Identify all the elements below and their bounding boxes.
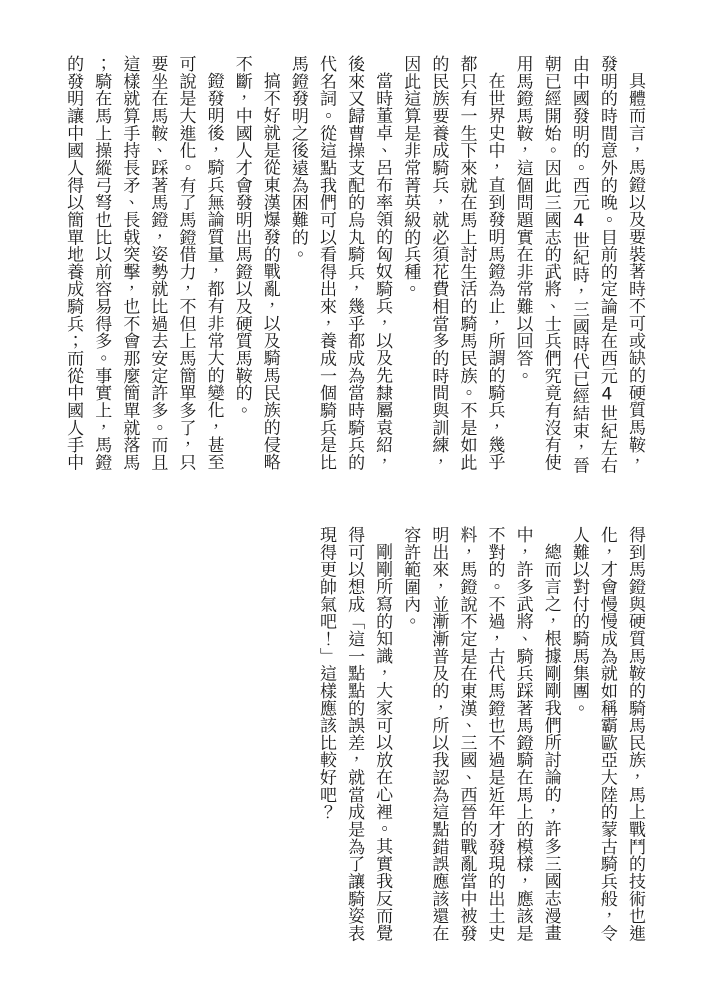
- text-column: 這樣就算手持長矛、長戟突擊，也不會那麼簡單就落馬: [119, 55, 140, 471]
- text-column: 由中國發明的。西元4世紀時，三國時代已經結束，晉: [568, 55, 589, 474]
- paragraph-start-column: 總而言之，根據剛剛我們所討論的，許多三國志漫畫: [540, 543, 561, 942]
- text-column: 發明的時間意外的晚。目前的定論是在西元4世紀左右: [596, 55, 617, 474]
- paragraph-end-column: 容許範圍內。: [400, 526, 421, 630]
- paragraph-start-column: 剛剛所寫的知識，大家可以放在心裡。其實我反而覺: [372, 543, 393, 942]
- paragraph-start-column: 當時董卓、呂布率領的匈奴騎兵，以及先隸屬袁紹，: [372, 72, 393, 471]
- text-column: 得到馬鐙與硬質馬鞍的騎馬民族，馬上戰鬥的技術也進: [625, 526, 645, 942]
- paragraph-end-column: 馬鐙發明之後遠為困難的。: [287, 55, 308, 263]
- text-column: 可說是大進化。有了馬鐙借力，不但上馬簡單多了，只: [175, 55, 196, 471]
- text-column: 都只有一生下來就在馬上討生活的騎馬民族。不是如此: [456, 55, 477, 471]
- text-column: ；騎在馬上操縱弓弩也比以前容易得多。事實上，馬鐙: [91, 55, 112, 471]
- paragraph-end-column: 因此這算是非常菁英級的兵種。: [400, 55, 421, 298]
- text-column: 代名詞。從這點我們可以看得出來，養成一個騎兵是比: [315, 55, 336, 471]
- text-column: 的民族要養成騎兵，就必須花費相當多的時間與訓練，: [428, 55, 449, 471]
- text-column: 不對的。不過，古代馬鐙也不過是近年才發現的出土史: [484, 526, 505, 942]
- paragraph-start-column: 具體而言，馬鐙以及要裝著時不可或缺的硬質馬鞍，: [625, 72, 645, 471]
- text-column: 化，才會慢慢成為就如稱霸歐亞大陸的蒙古騎兵般，令: [596, 526, 617, 942]
- paragraph-end-column: 現得更帥氣吧！」這樣應該比較好吧？: [315, 526, 336, 821]
- text-column: 明出來，並漸漸普及的，所以我認為這點錯誤應該還在: [428, 526, 449, 942]
- paragraph-end-column: 用馬鐙馬鞍，這個問題實在非常難以回答。: [512, 55, 533, 385]
- text-column: 要坐在馬鞍、踩著馬鐙，姿勢就比過去安定許多。而且: [147, 55, 168, 471]
- text-column: 得可以想成「這一點點的誤差，就當成是為了讓騎姿表: [344, 526, 365, 942]
- text-column: 料，馬鐙說不定是在東漢、三國、西晉的戰亂當中被發: [456, 526, 477, 942]
- text-column: 的發明讓中國人得以簡單地養成騎兵；而從中國人手中: [63, 55, 84, 471]
- text-column: 朝已經開始。因此三國志的武將、士兵們究竟有沒有使: [540, 55, 561, 471]
- text-column: 後來又歸曹操支配的烏丸騎兵，幾乎都成為當時騎兵的: [344, 55, 365, 471]
- paragraph-start-column: 在世界史中，直到發明馬鐙為止，所謂的騎兵，幾乎: [484, 72, 505, 471]
- upper-text-block: [59, 55, 649, 474]
- paragraph-end-column: 不斷，中國人才會發明出馬鐙以及硬質馬鞍的。: [231, 55, 252, 419]
- text-column: 中，許多武將、騎兵踩著馬鐙騎在馬上的模樣，應該是: [512, 526, 533, 942]
- lower-text-block: [312, 526, 649, 942]
- paragraph-start-column: 搞不好就是從東漢爆發的戰亂，以及騎馬民族的侵略: [259, 72, 280, 471]
- paragraph-end-column: 人難以對付的騎馬集團。: [568, 526, 589, 717]
- paragraph-start-column: 鐙發明後，騎兵無論質量，都有非常大的變化，甚至: [203, 72, 224, 471]
